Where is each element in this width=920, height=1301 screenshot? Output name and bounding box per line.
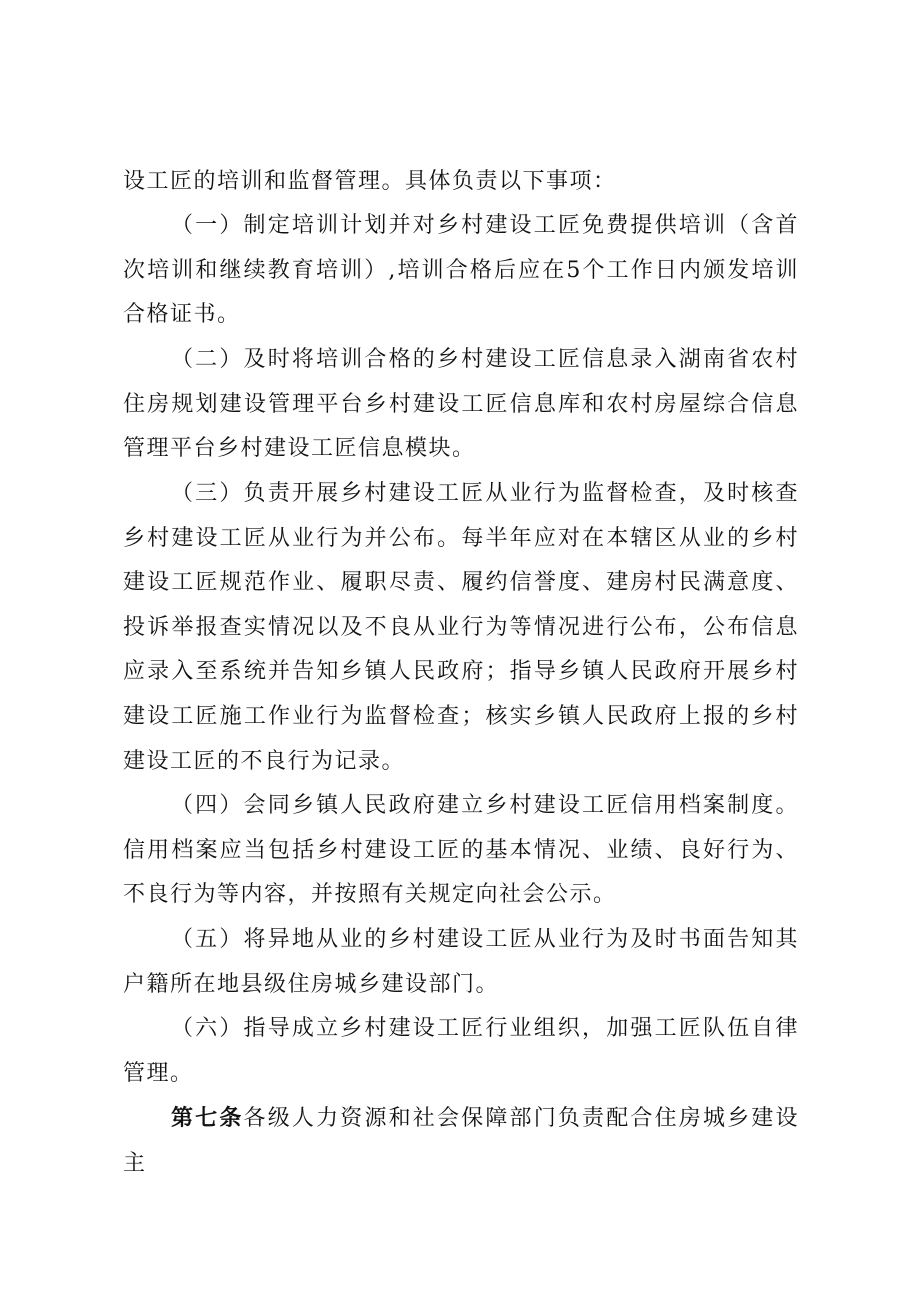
paragraph-continuation: 设工匠的培训和监督管理。具体负责以下事项： (123, 169, 617, 194)
paragraph-item-1: （一）制定培训计划并对乡村建设工匠免费提供培训（含首次培训和继续教育培训）,培训合格后应在5个工作日内颁发培训合格证书。 (123, 213, 799, 328)
paragraph-item-4: （四）会同乡镇人民政府建立乡村建设工匠信用档案制度。信用档案应当包括乡村建设工匠的基本情况、业绩、良好行为、不良行为等内容，并按照有关规定向社会公示。 (123, 793, 799, 908)
article-7-heading: 第七条 (171, 1105, 244, 1131)
paragraph-item-5: （五）将异地从业的乡村建设工匠从业行为及时书面告知其户籍所在地县级住房城乡建设部门。 (123, 927, 799, 997)
paragraph-item-6: （六）指导成立乡村建设工匠行业组织，加强工匠队伍自律管理。 (123, 1016, 799, 1086)
article-7-text: 各级人力资源和社会保障部门负责配合住房城乡建设主 (123, 1106, 799, 1176)
article-7-paragraph (123, 1096, 799, 1186)
paragraph-item-2: （二）及时将培训合格的乡村建设工匠信息录入湖南省农村住房规划建设管理平台乡村建设工匠信息库和农村房屋综合信息管理平台乡村建设工匠信息模块。 (123, 347, 799, 462)
paragraph-item-3: （三）负责开展乡村建设工匠从业行为监督检查，及时核查乡村建设工匠从业行为并公布。每半年应对在本辖区从业的乡村建设工匠规范作业、履职尽责、履约信誉度、建房村民满意度、投诉举报查实情况以及不良从业行为等情况进行公布，公布信息应录入至系统并告知乡镇人民政府；指导乡镇人民政府开展乡村建设工匠施工作业行为监督检查；核实乡镇人民政府上报的乡村建设工匠的不良行为记录。 (123, 481, 799, 774)
